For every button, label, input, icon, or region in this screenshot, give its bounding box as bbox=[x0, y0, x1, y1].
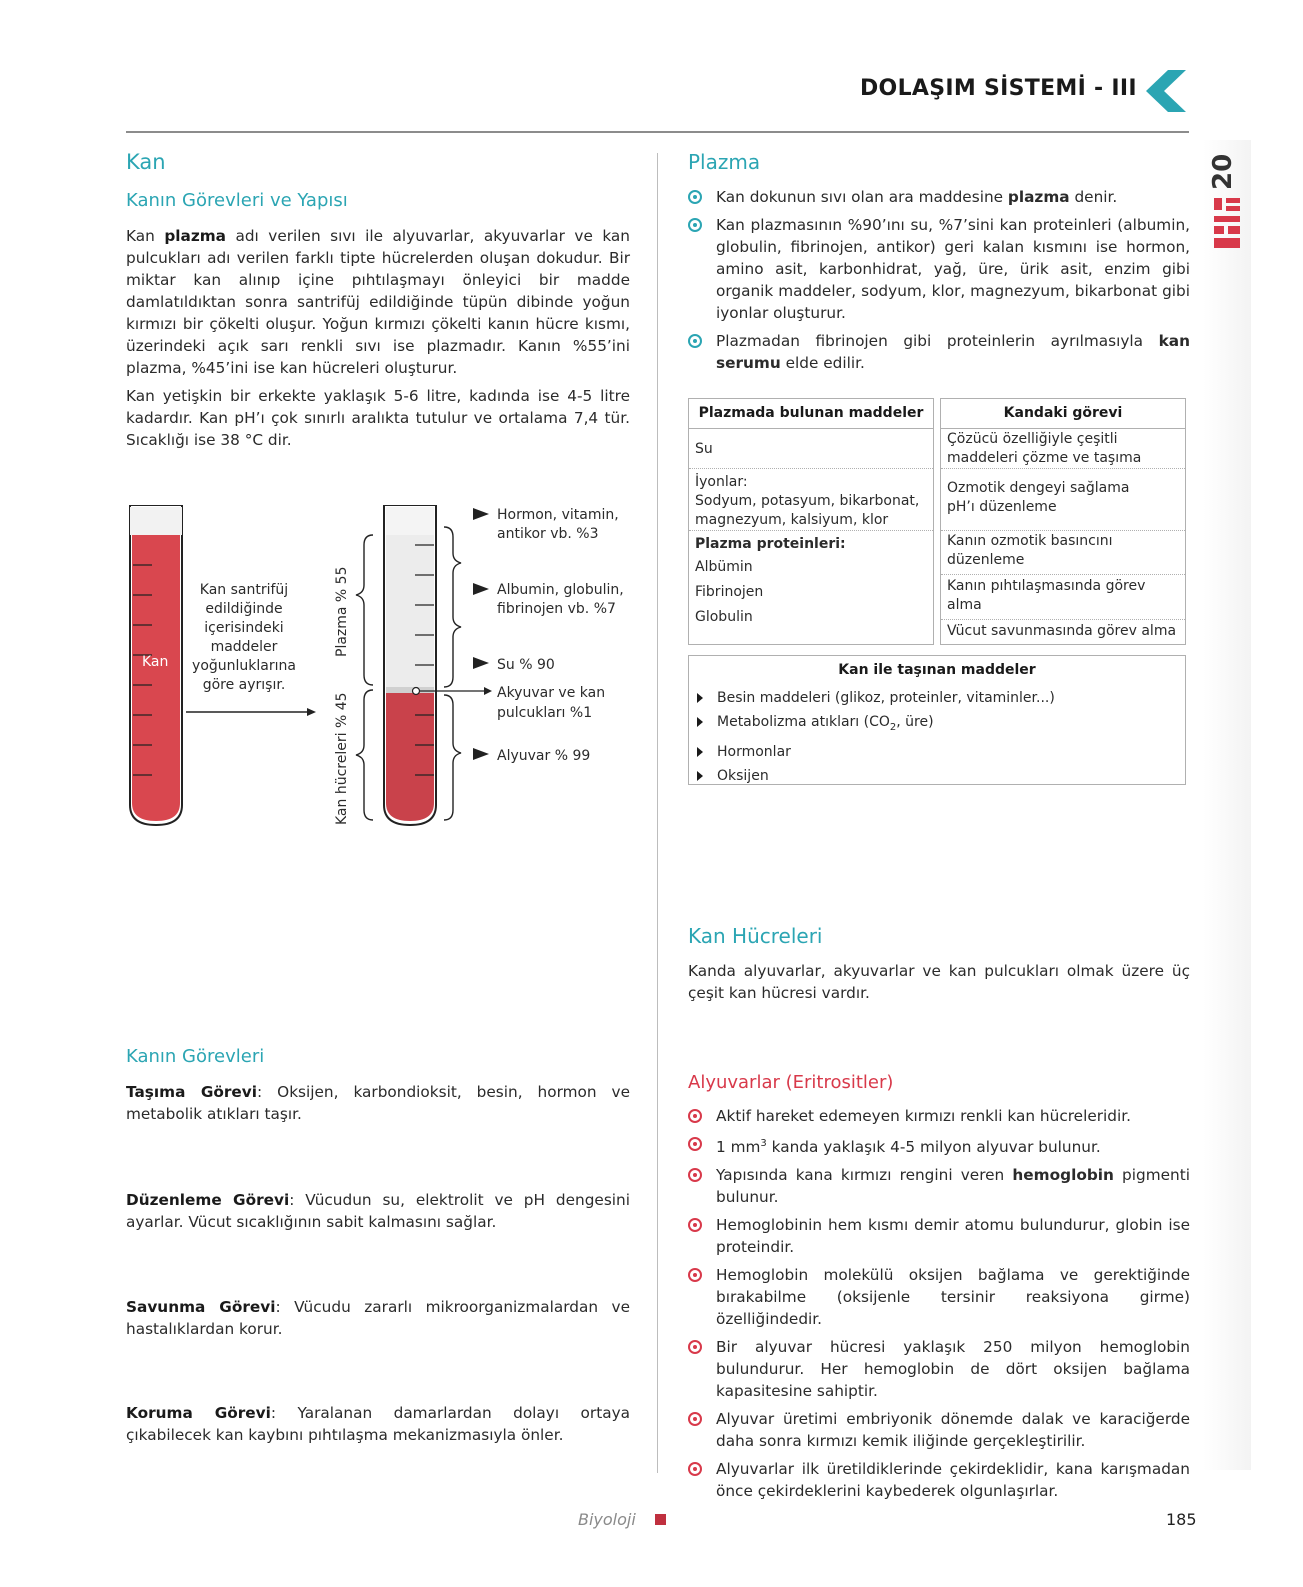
alyuvar-bullet-list bbox=[688, 1105, 1190, 1508]
table-cell: İyonlar: Sodyum, potasyum, bikarbonat, magnezyum, kalsiyum, klor bbox=[689, 469, 933, 531]
footer-square-icon bbox=[655, 1514, 666, 1525]
list-item: Kan plazmasının %90’ını su, %7’sini kan proteinleri (albumin, globulin, fibrinojen, antikor) geri kalan kısmını ise hormon, amino asit, karbonhidrat, yağ, üre, ürik asit, enzim gibi organik maddeler, sodyum, klor, magnezyum, bikarbonat gibi iyonlar oluşturur. bbox=[688, 214, 1190, 324]
svg-text:yoğunluklarına: yoğunluklarına bbox=[192, 658, 296, 674]
triangle-marker-icon bbox=[473, 583, 489, 595]
bullet-icon bbox=[688, 1412, 702, 1426]
table-header: Kandaki görevi bbox=[941, 399, 1185, 429]
list-item: Bir alyuvar hücresi yaklaşık 250 milyon hemoglobin bulundurur. Her hemoglobin de dört oksijen bağlama kapasitesine sahiptir. bbox=[688, 1336, 1190, 1402]
blood-tube bbox=[130, 505, 182, 825]
paragraph-kan-hucreleri: Kanda alyuvarlar, akyuvarlar ve kan pulcukları olmak üzere üç çeşit kan hücresi vardır. bbox=[688, 962, 1190, 1002]
svg-text:maddeler: maddeler bbox=[210, 639, 278, 655]
list-item: Aktif hareket edemeyen kırmızı renkli kan hücreleridir. bbox=[688, 1105, 1190, 1127]
header-divider bbox=[126, 131, 1189, 133]
list-item: Alyuvarlar ilk üretildiklerinde çekirdeklidir, kana karışmadan önce çekirdeklerini kaybederek olgunlaşırlar. bbox=[688, 1458, 1190, 1502]
list-item: 1 $mm^3$ kanda yaklaşık 4-5 milyon alyuvar bulunur. bbox=[688, 1133, 1190, 1158]
svg-text:fibrinojen vb. %7: fibrinojen vb. %7 bbox=[497, 601, 616, 617]
svg-text:pulcukları %1: pulcukları %1 bbox=[497, 705, 593, 721]
cells-percentage-label: Kan hücreleri % 45 bbox=[334, 692, 350, 825]
page-title: DOLAŞIM SİSTEMİ - III bbox=[860, 76, 1137, 101]
list-item: Hemoglobinin hem kısmı demir atomu bulundurur, globin ise proteindir. bbox=[688, 1214, 1190, 1258]
bullet-icon bbox=[688, 218, 702, 232]
svg-text:göre ayrışır.: göre ayrışır. bbox=[202, 677, 286, 693]
table-cell: Kanın ozmotik basıncını düzenleme bbox=[941, 531, 1185, 575]
table-cell: Vücut savunmasında görev alma bbox=[947, 623, 1177, 639]
heading-kanin-gorevleri: Kanın Görevleri bbox=[126, 1046, 265, 1067]
bullet-icon bbox=[688, 1218, 702, 1232]
list-item: Plazmadan fibrinojen gibi proteinlerin ayrılmasıyla kan serumu elde edilir. bbox=[688, 330, 1190, 374]
chapter-number: 20 bbox=[1208, 153, 1238, 190]
plazma-brace bbox=[356, 535, 373, 685]
table-cell: Plazma proteinleri: Albümin Fibrinojen Globulin bbox=[695, 536, 846, 625]
page-number: 185 bbox=[1166, 1510, 1197, 1529]
triangle-marker-icon bbox=[473, 508, 489, 520]
function-duzenleme: Düzenleme Görevi: Vücudun su, elektrolit ve pH dengesini ayarlar. Vücut sıcaklığının sabit kalmasını sağlar. bbox=[126, 1191, 630, 1231]
triangle-marker-icon bbox=[473, 748, 489, 760]
triangle-marker-icon bbox=[473, 657, 489, 669]
heading-plazma: Plazma bbox=[688, 150, 761, 174]
centrifuge-diagram bbox=[126, 505, 646, 845]
bullet-icon bbox=[688, 1109, 702, 1123]
table-cell: Ozmotik dengeyi sağlama pH’ı düzenleme bbox=[941, 469, 1185, 531]
svg-text:Kan santrifüj: Kan santrifüj bbox=[199, 582, 289, 598]
cells-brace bbox=[356, 690, 373, 820]
side-tab bbox=[1203, 140, 1251, 1470]
plasma-substances-table bbox=[688, 398, 934, 645]
svg-text:içerisindeki: içerisindeki bbox=[204, 620, 284, 636]
footer-subject: Biyoloji bbox=[578, 1510, 636, 1529]
arrow-right-icon bbox=[484, 687, 492, 695]
svg-text:Alyuvar % 99: Alyuvar % 99 bbox=[497, 748, 591, 764]
plazma-percentage-label: Plazma % 55 bbox=[334, 566, 350, 657]
column-divider bbox=[657, 153, 658, 1473]
heading-alyuvarlar: Alyuvarlar (Eritrositler) bbox=[688, 1072, 894, 1093]
svg-text:Su % 90: Su % 90 bbox=[497, 657, 555, 673]
bullet-icon bbox=[688, 1268, 702, 1282]
svg-text:antikor vb. %3: antikor vb. %3 bbox=[497, 526, 599, 542]
function-savunma: Savunma Görevi: Vücudu zararlı mikroorganizmalardan ve hastalıklardan korur. bbox=[126, 1298, 630, 1338]
arrow-right-icon bbox=[186, 708, 316, 716]
publisher-logo bbox=[1212, 198, 1242, 250]
centrifuged-tube bbox=[384, 505, 436, 825]
list-item: Metabolizma atıkları ($CO_2$, üre) bbox=[689, 710, 1185, 740]
bullet-icon bbox=[688, 1340, 702, 1354]
list-item: Oksijen bbox=[689, 764, 1185, 788]
svg-text:Hormon, vitamin,: Hormon, vitamin, bbox=[497, 507, 619, 523]
table-cell: Çözücü özelliğiyle çeşitli maddeleri çözme ve taşıma bbox=[941, 429, 1185, 469]
list-item: Hormonlar bbox=[689, 740, 1185, 764]
chevron-left-icon bbox=[1144, 68, 1190, 114]
plazma-bullet-list bbox=[688, 186, 1190, 380]
svg-text:Albumin, globulin,: Albumin, globulin, bbox=[497, 582, 624, 598]
bullet-icon bbox=[688, 1168, 702, 1182]
function-tasima: Taşıma Görevi: Oksijen, karbondioksit, besin, hormon ve metabolik atıkları taşır. bbox=[126, 1083, 631, 1123]
tube-label-kan: Kan bbox=[142, 654, 169, 670]
table-cell: Su bbox=[689, 429, 933, 469]
list-item: Alyuvar üretimi embriyonik dönemde dalak ve karaciğerde daha sonra kırmızı kemik iliğinde gerçekleştirilir. bbox=[688, 1408, 1190, 1452]
heading-kan-hucreleri: Kan Hücreleri bbox=[688, 924, 823, 948]
list-item: Yapısında kana kırmızı rengini veren hemoglobin pigmenti bulunur. bbox=[688, 1164, 1190, 1208]
table-cell: Kanın pıhtılaşmasında görev alma bbox=[941, 575, 1185, 620]
cells-right-brace bbox=[444, 695, 461, 820]
heading-gorev-yapi: Kanın Görevleri ve Yapısı bbox=[126, 190, 348, 211]
function-koruma: Koruma Görevi: Yaralanan damarlardan dolayı ortaya çıkabilecek kan kaybını pıhtılaşma mekanizmasıyla önler. bbox=[126, 1404, 630, 1444]
plasma-right-brace bbox=[444, 527, 461, 687]
list-item: Hemoglobin molekülü oksijen bağlama ve gerektiğinde bırakabilme (oksijenle tersinir reaksiyona girme) özelliğindedir. bbox=[688, 1264, 1190, 1330]
carried-substances-box bbox=[688, 655, 1186, 785]
bullet-icon bbox=[688, 190, 702, 204]
bullet-icon bbox=[688, 334, 702, 348]
paragraph-kan-miktar: Kan yetişkin bir erkekte yaklaşık 5-6 litre, kadında ise 4-5 litre kadardır. Kan pH’ı çok sınırlı aralıkta tutulur ve ortalama 7,4 tür. Sıcaklığı ise 38 °C dir. bbox=[126, 387, 630, 449]
box-title: Kan ile taşınan maddeler bbox=[838, 662, 1036, 678]
list-item: Besin maddeleri (glikoz, proteinler, vitaminler...) bbox=[689, 686, 1185, 710]
svg-text:Akyuvar ve kan: Akyuvar ve kan bbox=[497, 685, 606, 701]
bullet-icon bbox=[688, 1137, 702, 1151]
table-header: Plazmada bulunan maddeler bbox=[689, 399, 933, 429]
svg-text:edildiğinde: edildiğinde bbox=[205, 601, 283, 617]
centrifuge-description bbox=[192, 582, 296, 693]
bullet-icon bbox=[688, 1462, 702, 1476]
heading-kan: Kan bbox=[126, 150, 166, 174]
blood-function-table bbox=[940, 398, 1186, 645]
list-item: Kan dokunun sıvı olan ara maddesine plazma denir. bbox=[688, 186, 1190, 208]
paragraph-kan-yapi: Kan plazma adı verilen sıvı ile alyuvarlar, akyuvarlar ve kan pulcukları adı verilen farklı tipte hücrelerden oluşan dokudur. Bir miktar kan alınıp içine pıhtılaşmayı önleyici bir madde damlatıldıktan sonra santrifüj edildiğinde tüpün dibinde yoğun kırmızı bir çökelti oluşur. Yoğun kırmızı çökelti kanın hücre kısmı, üzerindeki açık sarı renkli sıvı ise plazmadır. Kanın %55’ini plazma, %45’ini ise kan hücreleri oluşturur. bbox=[126, 227, 630, 377]
